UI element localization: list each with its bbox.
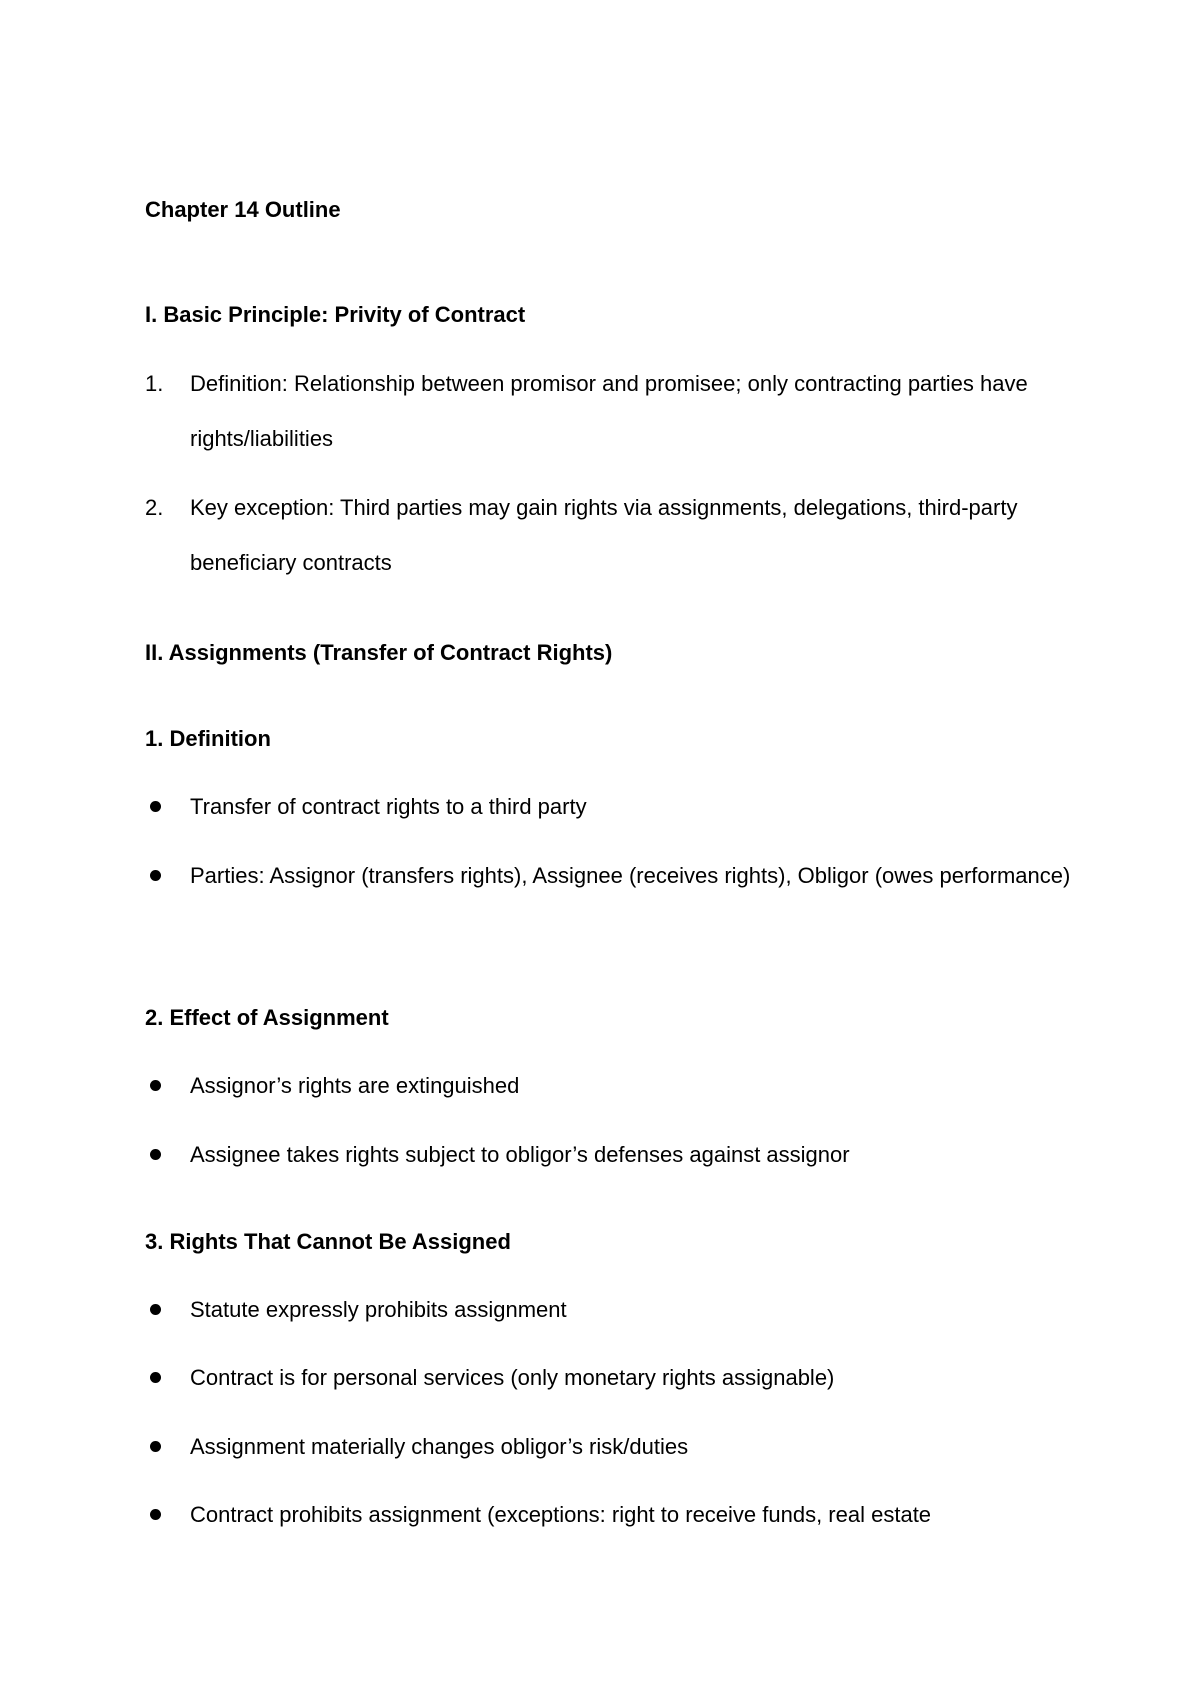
bullet-icon [150,801,161,812]
bullet-icon [150,1149,161,1160]
bullet-item [145,779,1075,834]
bullet-icon [150,1372,161,1383]
bullet-item [145,848,1075,903]
list-item [145,480,1075,590]
list-item [145,356,1075,466]
bullet-text: Contract prohibits assignment (exceptions: right to receive funds, real estate [190,1502,932,1527]
bullet-text: Parties: Assignor (transfers rights), Assignee (receives rights), Obligor (owes performance) [190,863,1071,888]
list-item-text: Key exception: Third parties may gain rights via assignments, delegations, third-party beneficiary contracts [190,495,1018,575]
bullet-icon [150,1080,161,1091]
bullet-item [145,1419,1075,1474]
subsection-heading-unassignable: 3. Rights That Cannot Be Assigned [145,1229,511,1254]
bullet-icon [150,870,161,881]
subsection-heading-definition: 1. Definition [145,726,271,751]
bullet-item [145,1350,1075,1405]
bullet-icon [150,1441,161,1452]
bullet-item [145,1487,1075,1542]
subsection-heading-effect: 2. Effect of Assignment [145,1005,389,1030]
section-heading-assignments: II. Assignments (Transfer of Contract Rights) [145,640,613,665]
section-heading-privity: I. Basic Principle: Privity of Contract [145,302,526,327]
bullet-item [145,1058,1075,1113]
bullet-text: Statute expressly prohibits assignment [190,1297,567,1322]
list-number: 2. [145,495,164,520]
bullet-icon [150,1304,161,1315]
bullet-text: Assignee takes rights subject to obligor’s defenses against assignor [190,1142,850,1167]
bullet-text: Assignor’s rights are extinguished [190,1073,520,1098]
list-item-text: Definition: Relationship between promisor and promisee; only contracting parties have rights/liabilities [190,371,1028,451]
bullet-item [145,1282,1075,1337]
bullet-text: Transfer of contract rights to a third party [190,794,587,819]
list-number: 1. [145,371,164,396]
bullet-text: Assignment materially changes obligor’s risk/duties [190,1434,689,1459]
bullet-item [145,1127,1075,1182]
bullet-icon [150,1509,161,1520]
document-title: Chapter 14 Outline [145,197,341,222]
bullet-text: Contract is for personal services (only monetary rights assignable) [190,1365,835,1390]
